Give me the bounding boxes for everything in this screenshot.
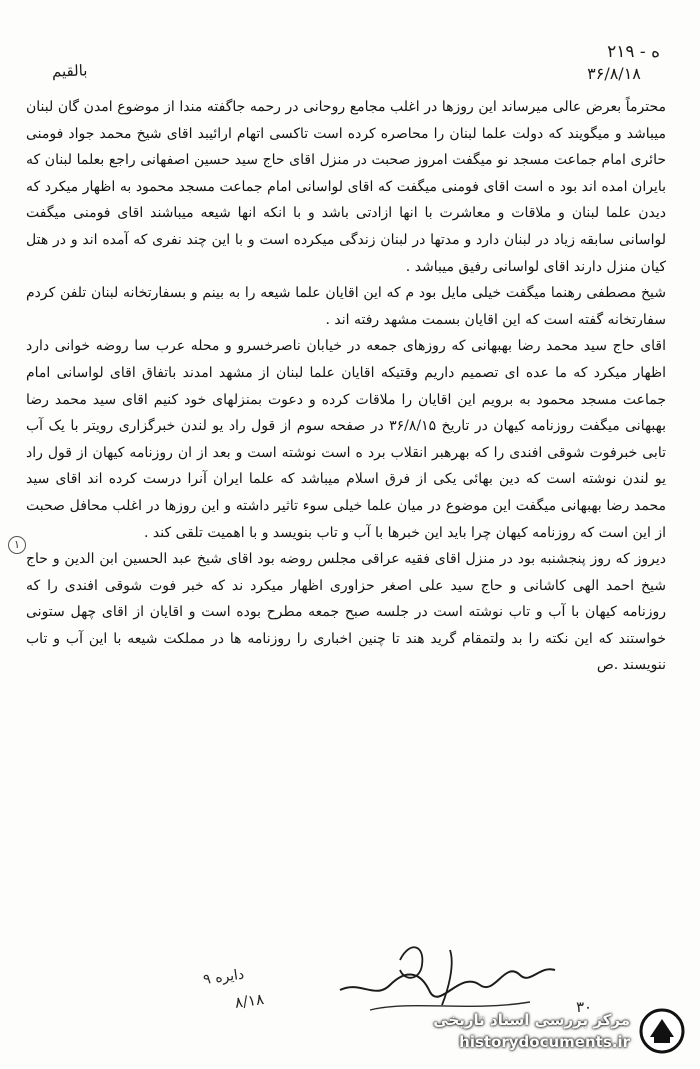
archive-logo-icon	[638, 1007, 686, 1055]
paragraph-1: محترماً بعرض عالی میرساند این روزها در اغلب مجامع روحانی در رحمه جاگفته مندا از موضوع امدن گان لبنان میباشد و میگویند که دولت علما لبنان را محاصره کرده است تاکسی اتهام ارائیبد اقای شیخ محمد جواد فومنی حائری امام جماعت مسجد نو میگفت امروز صحبت در منزل اقای حاج سید حسین اصفهانی راجع بعلما لبنان که بایران امده اند بود ه است اقای فومنی میگفت که اقای لواسانی امام جماعت مسجد محمود به اظهار میکرد که دیدن علما لبنان و ملاقات و معاشرت با انها ازادتی باشد و با انکه انها شیعه میباشند اقای فومنی میگفت لواسانی سابقه زیاد در لبنان دارد و مدتها در لبنان زندگی میکرده است و با این چند نفری که آمده اند و در هتل کیان منزل دارند اقای لواسانی رفیق میباشد .	[26, 99, 666, 275]
watermark-text	[433, 1011, 630, 1051]
margin-circle-mark: ۱	[8, 536, 26, 554]
paragraph-2: شیخ مصطفی رهنما میگفت خیلی مایل بود م که این اقایان علما شیعه را به بینم و بسفارتخانه لبنان تلفن کردم سفارتخانه گفته است که این اقایان بسمت مشهد رفته اند .	[26, 285, 666, 328]
paragraph-3: اقای حاج سید محمد رضا بهبهانی که روزهای جمعه در خیابان ناصرخسرو و محله عرب سا روضه خوانی دارد اظهار میکرد که ما عده ای تصمیم داریم وقتیکه اقایان علما لبنان از مشهد امدند باتفاق اقای لواسانی امام جماعت مسجد محمود به برویم این اقایان را ملاقات کرده و دعوت بمنزلهای خود کنیم اقای سید محمد رضا بهبهانی میگفت روزنامه کیهان در تاریخ ۳۶/۸/۱۵ در صفحه سوم از قول راد یو لندن خبرگزاری رویتر با یک آب تابی خبرفوت شوقی افندی را که بهرهبر انقلاب برد ه است نوشته است و بعد از ان روزنامه کیهان از قول راد یو لندن نوشته است که دین بهائی یکی از فرق اسلام میباشد که علما ایران آنرا درست کرده اند اقای سید محمد رضا بهبهانی میگفت این موضوع در میان علما خیلی سوء تاثیر داشته و این روزها در اغلب محافل صحبت از این است که روزنامه کیهان چرا باید این خبرها با آب و تاب بنویسد و با اهمیت تلقی کند .	[26, 338, 666, 541]
watermark	[433, 1007, 686, 1055]
top-left-note: بالقیم	[51, 61, 88, 81]
document-header	[587, 42, 660, 83]
watermark-url: historydocuments.ir	[459, 1033, 630, 1051]
left-signature-date: ۸/۱۸	[233, 989, 266, 1012]
watermark-persian: مرکز بررسی اسناد تاریخی	[433, 1011, 630, 1029]
document-body	[26, 94, 666, 679]
page-number: ۳۰	[576, 998, 593, 1016]
left-signature-text: دایره ۹	[202, 966, 246, 989]
left-signature	[202, 964, 265, 1016]
paragraph-4: دیروز که روز پنجشنبه بود در منزل اقای فقیه عراقی مجلس روضه بود اقای شیخ عبد الحسین ابن الدین و حاج شیخ احمد الهی کاشانی و حاج سید علی اصغر حزاوری اظهار میکرد ند که خبر فوت شوقی افندی را که روزنامه کیهان با آب و تاب نوشته است در جلسه صبح جمعه مطرح بوده است و اقایان از اقای چهل ستونی خواستند که این نکته را بد ولتمقام گرید هند تا چنین اخباری را روزنامه ها در مملکت شیعه با این آب و تاب ننویسند .ص	[26, 551, 667, 674]
document-reference: ۲۱۹ - ه	[607, 42, 660, 62]
document-date: ۳۶/۸/۱۸	[587, 64, 641, 83]
